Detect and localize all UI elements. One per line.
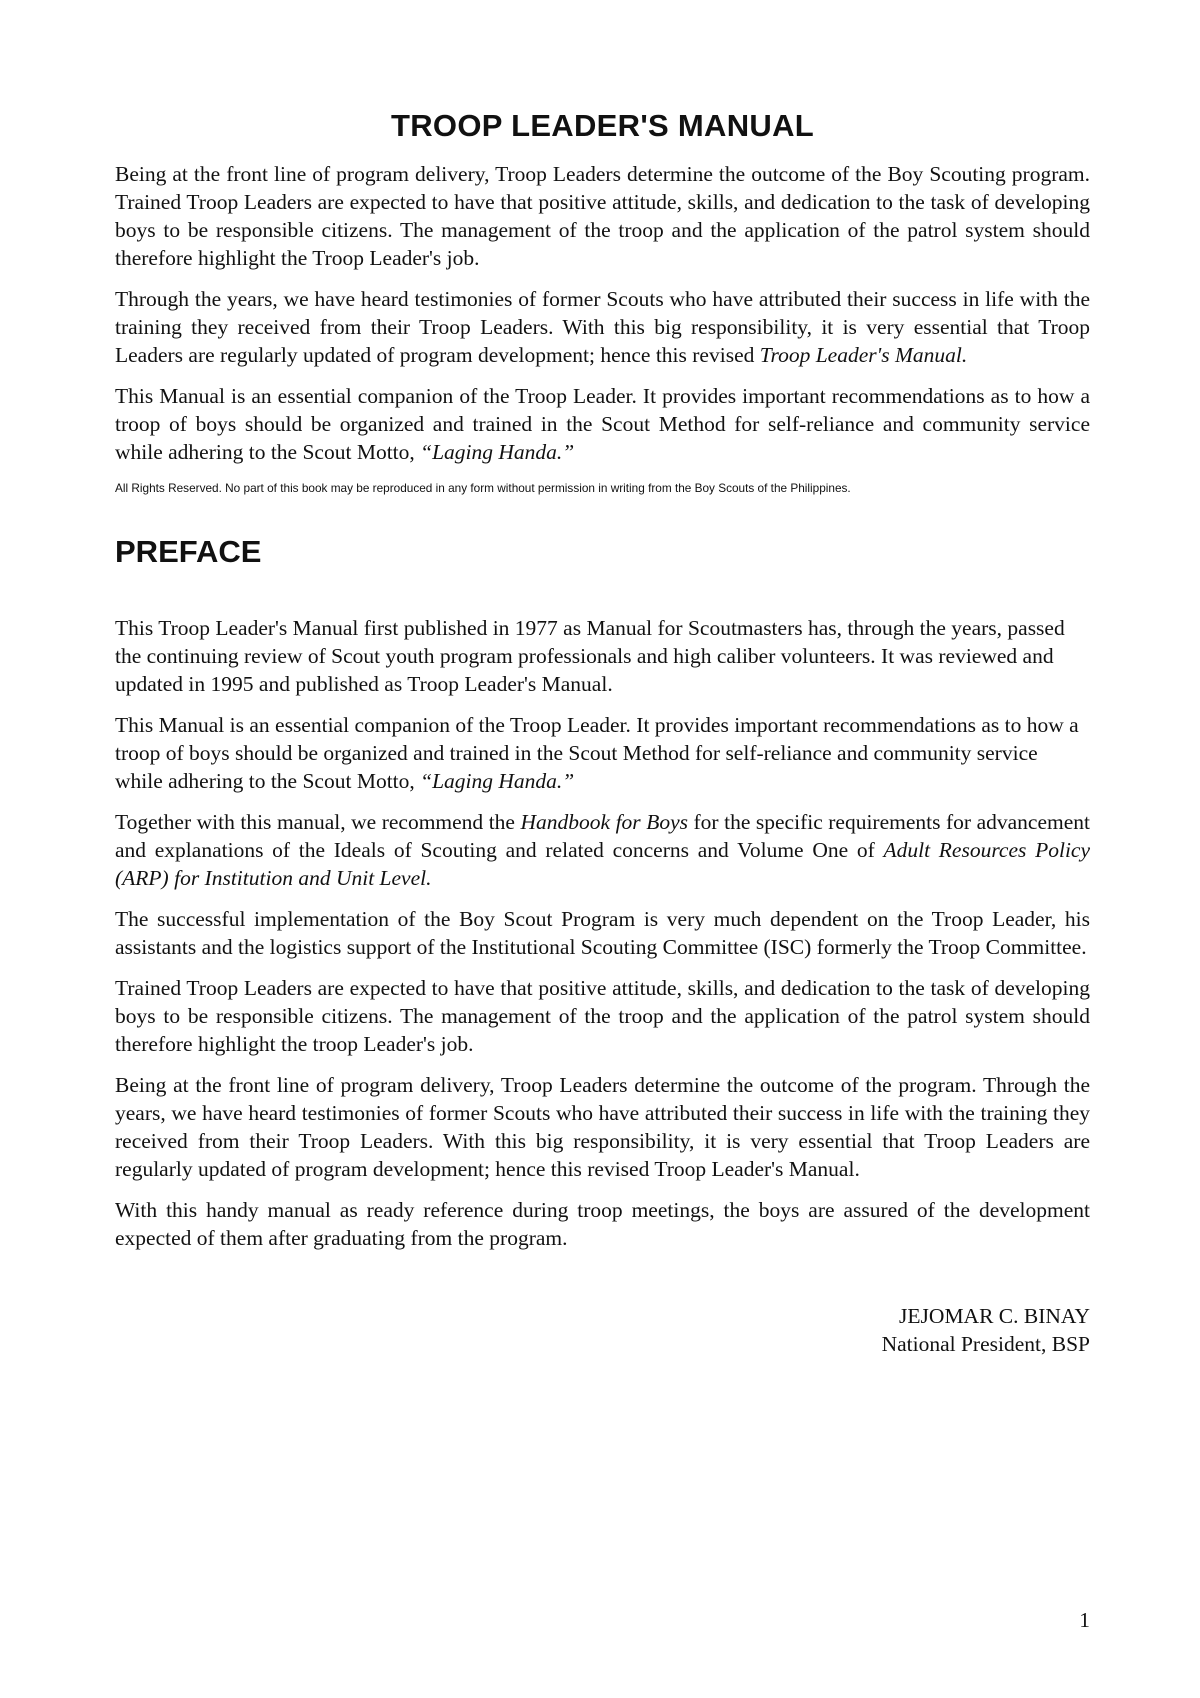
scout-motto-preface: “Laging Handa.” (420, 769, 575, 793)
document-page (115, 108, 1090, 1358)
preface-paragraph-3-a: Together with this manual, we recommend the (115, 810, 521, 834)
preface-paragraph-3-b: for the specific requirements for advancement and explanations of the Ideals of Scouting and related concerns and Volume One of (115, 810, 1091, 862)
preface-paragraph-1: This Troop Leader's Manual first published in 1977 as Manual for Scoutmasters has, through the years, passed the continuing review of Scout youth program professionals and high caliber volunteers. It was reviewed and updated in 1995 and published as Troop Leader's Manual. (115, 616, 1065, 696)
intro-paragraph-1: Being at the front line of program delivery, Troop Leaders determine the outcome of the Boy Scouting program. Trained Troop Leaders are expected to have that positive attitude, skills, and dedication to the task of developing boys to be responsible citizens. The management of the troop and the application of the patrol system should therefore highlight the Troop Leader's job. (115, 162, 1090, 270)
signature-block (115, 1302, 1090, 1358)
handbook-title: Handbook for Boys (520, 810, 688, 834)
signatory-name: JEJOMAR C. BINAY (899, 1304, 1090, 1328)
preface-paragraph-2-text: This Manual is an essential companion of the Troop Leader. It provides important recommendations as to how a troop of boys should be organized and trained in the Scout Method for self-reliance and community service while adhering to the Scout Motto, (115, 713, 1079, 793)
preface-paragraph-7: With this handy manual as ready reference during troop meetings, the boys are assured of the development expected of them after graduating from the program. (115, 1198, 1090, 1250)
manual-title-italic: Troop Leader's Manual. (759, 343, 968, 367)
preface-paragraph-3 (115, 808, 1090, 892)
intro-paragraph-2-text: Through the years, we have heard testimonies of former Scouts who have attributed their success in life with the training they received from their Troop Leaders. With this big responsibility, it is very essential that Troop Leaders are regularly updated of program development; hence this revised (115, 287, 1090, 367)
signatory-position: National President, BSP (881, 1332, 1090, 1356)
page-number: 1 (1079, 1608, 1090, 1632)
rights-notice: All Rights Reserved. No part of this book may be reproduced in any form without permission in writing from the Boy Scouts of the Philippines. (115, 481, 851, 495)
preface-paragraph-4: The successful implementation of the Boy Scout Program is very much dependent on the Troop Leader, his assistants and the logistics support of the Institutional Scouting Committee (ISC) formerly the Troop Committee. (115, 907, 1090, 959)
manual-title: TROOP LEADER'S MANUAL (391, 108, 814, 143)
preface-heading: PREFACE (115, 534, 262, 569)
scout-motto: “Laging Handa.” (420, 440, 575, 464)
preface-paragraph-2 (115, 711, 1090, 795)
intro-paragraph-3-text: This Manual is an essential companion of the Troop Leader. It provides important recommendations as to how a troop of boys should be organized and trained in the Scout Method for self-reliance and community service while adhering to the Scout Motto, (115, 384, 1090, 464)
intro-paragraph-3 (115, 382, 1090, 466)
arp-title: Adult Resources Policy (ARP) for Institution and Unit Level. (115, 838, 1091, 890)
preface-paragraph-5: Trained Troop Leaders are expected to have that positive attitude, skills, and dedication to the task of developing boys to be responsible citizens. The management of the troop and the application of the patrol system should therefore highlight the troop Leader's job. (115, 976, 1090, 1056)
preface-paragraph-6: Being at the front line of program delivery, Troop Leaders determine the outcome of the program. Through the years, we have heard testimonies of former Scouts who have attributed their success in life with the training they received from their Troop Leaders. With this big responsibility, it is very essential that Troop Leaders are regularly updated of program development; hence this revised Troop Leader's Manual. (115, 1073, 1090, 1181)
intro-paragraph-2 (115, 285, 1090, 369)
